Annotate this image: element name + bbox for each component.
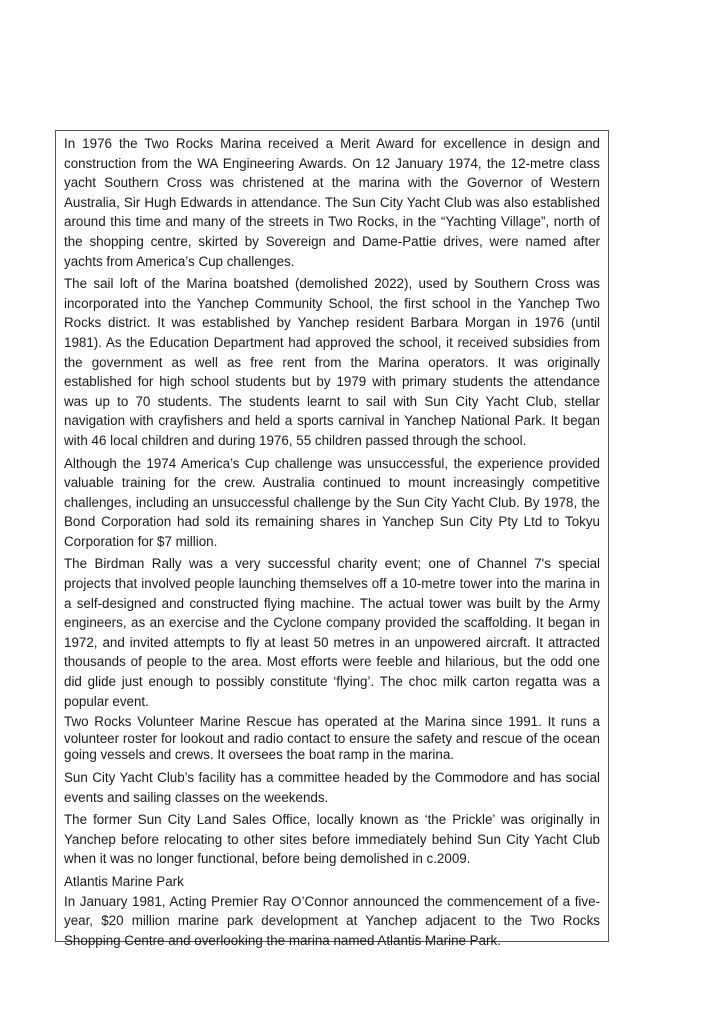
paragraph-americas-cup: Although the 1974 America’s Cup challenge was unsuccessful, the experience provided valuable training for the crew. Australia continued to mount increasingly competitive challenges, including an unsuccessful challenge by the Sun City Yacht Club. By 1978, the Bond Corporation had sold its remaining shares in Yanchep Sun City Pty Ltd to Tokyu Corporation for $7 million. bbox=[64, 455, 600, 549]
paragraph-land-sales-office: The former Sun City Land Sales Office, locally known as ‘the Prickle’ was originally in Yanchep before relocating to other sites before immediately behind Sun City Yacht Club when it was no longer functional, before being demolished in c.2009. bbox=[64, 812, 600, 867]
paragraph-marina-award: In 1976 the Two Rocks Marina received a Merit Award for excellence in design and construction from the WA Engineering Awards. On 12 January 1974, the 12-metre class yacht Southern Cross was christened at the marina with the Governor of Western Australia, Sir Hugh Edwards in attendance. The Sun City Yacht Club was also established around this time and many of the streets in Two Rocks, in the “Yachting Village”, north of the shopping centre, skirted by Sovereign and Dame-Pattie drives, were named after yachts from America’s Cup challenges. bbox=[64, 136, 600, 269]
paragraph-yacht-club: Sun City Yacht Club’s facility has a committee headed by the Commodore and has social events and sailing classes on the weekends. bbox=[64, 770, 600, 805]
paragraph-birdman-rally: The Birdman Rally was a very successful charity event; one of Channel 7's special projects that involved people launching themselves off a 10-metre tower into the marina in a self-designed and constructed flying machine. The actual tower was built by the Army engineers, as an exercise and the Cyclone company provided the scaffolding. It began in 1972, and invited attempts to fly at least 50 metres in an unpowered aircraft. It attracted thousands of people to the area. Most efforts were feeble and hilarious, but the odd one did glide just enough to possibly constitute ‘flying’. The choc milk carton regatta was a popular event. bbox=[64, 556, 600, 709]
section-heading-atlantis: Atlantis Marine Park bbox=[64, 873, 184, 889]
paragraph-community-school: The sail loft of the Marina boatshed (demolished 2022), used by Southern Cross was incorporated into the Yanchep Community School, the first school in the Yanchep Two Rocks district. It was established by Yanchep resident Barbara Morgan in 1976 (until 1981). As the Education Department had approved the school, it received subsidies from the government as well as free rent from the Marina operators. It was originally established for high school students but by 1979 with primary students the attendance was up to 70 students. The students learnt to sail with Sun City Yacht Club, stellar navigation with crayfishers and held a sports carnival in Yanchep National Park. It began with 46 local children and during 1976, 55 children passed through the school. bbox=[64, 276, 600, 448]
paragraph-marine-rescue: Two Rocks Volunteer Marine Rescue has operated at the Marina since 1991. It runs a volunteer roster for lookout and radio contact to ensure the safety and rescue of the ocean going vessels and crews. It oversees the boat ramp in the marina. bbox=[64, 714, 600, 763]
paragraph-atlantis-marine-park: In January 1981, Acting Premier Ray O’Connor announced the commencement of a five-year, $20 million marine park development at Yanchep adjacent to the Two Rocks Shopping Centre and overlooking the marina named Atlantis Marine Park. bbox=[64, 893, 600, 948]
bordered-text-box bbox=[55, 130, 609, 948]
